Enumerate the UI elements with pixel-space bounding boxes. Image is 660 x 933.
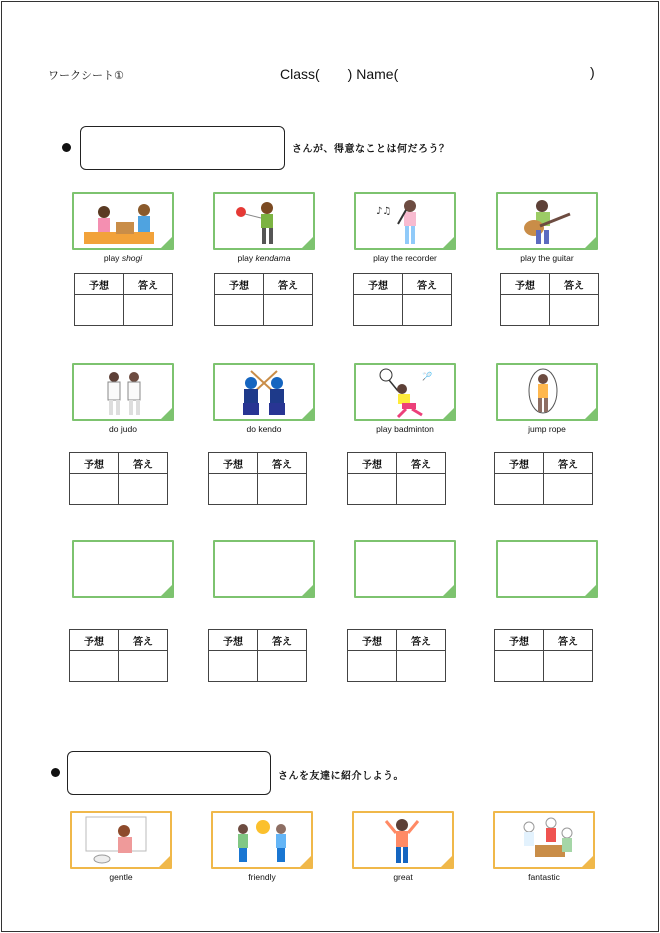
card-kendo [213, 363, 315, 421]
answer-table [353, 273, 452, 326]
guess-header: 予想 [501, 274, 550, 295]
blank-card[interactable] [354, 540, 456, 598]
card-fantastic [493, 811, 595, 869]
fantastic-icon [495, 813, 595, 869]
svg-text:♪♫: ♪♫ [376, 206, 392, 217]
guess-cell[interactable] [209, 474, 258, 505]
name-input-box-2[interactable] [67, 751, 271, 795]
kendo-icon [215, 365, 315, 421]
answer-table [494, 629, 593, 682]
worksheet-title: ワークシート① [48, 69, 124, 82]
guess-cell[interactable] [70, 474, 119, 505]
guess-cell[interactable] [215, 295, 264, 326]
great-icon [354, 813, 454, 869]
card-gentle [70, 811, 172, 869]
answer-cell[interactable] [544, 474, 593, 505]
activity-label: jump rope [528, 424, 566, 434]
guess-header: 予想 [348, 453, 397, 474]
answer-cell[interactable] [397, 651, 446, 682]
gentle-icon [72, 813, 172, 869]
answer-header: 答え [397, 453, 446, 474]
guess-cell[interactable] [348, 651, 397, 682]
guess-header: 予想 [354, 274, 403, 295]
answer-table [214, 273, 313, 326]
blank-card[interactable] [496, 540, 598, 598]
svg-text:🏸: 🏸 [422, 372, 432, 381]
badminton-icon [356, 365, 456, 421]
section1-prompt: さんが、得意なことは何だろう？ [292, 144, 450, 155]
card-guitar [496, 192, 598, 250]
adjective-label: friendly [248, 872, 276, 882]
activity-label: play kendama [237, 253, 291, 263]
shogi-icon [74, 194, 174, 250]
bullet-icon [62, 143, 71, 152]
guess-cell[interactable] [495, 651, 544, 682]
card-great [352, 811, 454, 869]
class-name-line: Class( ) Name( [280, 66, 399, 82]
guess-cell[interactable] [209, 651, 258, 682]
answer-cell[interactable] [119, 474, 168, 505]
guess-header: 予想 [209, 453, 258, 474]
answer-table [494, 452, 593, 505]
card-recorder [354, 192, 456, 250]
answer-cell[interactable] [403, 295, 452, 326]
guitar-icon [498, 194, 598, 250]
section2-prompt: さんを友達に紹介しよう。 [278, 771, 404, 782]
answer-table [69, 629, 168, 682]
answer-cell[interactable] [119, 651, 168, 682]
answer-table [347, 452, 446, 505]
answer-table [208, 452, 307, 505]
activity-label: do kendo [246, 424, 282, 434]
answer-header: 答え [403, 274, 452, 295]
adjective-label: fantastic [528, 872, 560, 882]
card-shogi [72, 192, 174, 250]
bullet-icon [51, 768, 60, 777]
activity-label: do judo [109, 424, 137, 434]
judo-icon [74, 365, 174, 421]
answer-cell[interactable] [258, 474, 307, 505]
guess-cell[interactable] [501, 295, 550, 326]
answer-header: 答え [119, 453, 168, 474]
answer-header: 答え [264, 274, 313, 295]
answer-header: 答え [124, 274, 173, 295]
name-close-paren: ) [590, 64, 595, 80]
adjective-label: great [393, 872, 413, 882]
card-jump-rope [496, 363, 598, 421]
answer-cell[interactable] [264, 295, 313, 326]
guess-header: 予想 [495, 453, 544, 474]
guess-header: 予想 [348, 630, 397, 651]
answer-table [347, 629, 446, 682]
friendly-icon [213, 813, 313, 869]
answer-header: 答え [544, 630, 593, 651]
card-friendly [211, 811, 313, 869]
activity-label: play badminton [376, 424, 434, 434]
guess-cell[interactable] [354, 295, 403, 326]
adjective-label: gentle [109, 872, 133, 882]
answer-table [74, 273, 173, 326]
answer-header: 答え [258, 630, 307, 651]
activity-label: play the recorder [373, 253, 437, 263]
answer-cell[interactable] [397, 474, 446, 505]
answer-table [500, 273, 599, 326]
card-judo [72, 363, 174, 421]
activity-label: play shogi [103, 253, 143, 263]
name-input-box-1[interactable] [80, 126, 285, 170]
answer-cell[interactable] [544, 651, 593, 682]
answer-header: 答え [397, 630, 446, 651]
blank-card[interactable] [72, 540, 174, 598]
guess-header: 予想 [70, 630, 119, 651]
answer-table [208, 629, 307, 682]
answer-cell[interactable] [258, 651, 307, 682]
jump-rope-icon [498, 365, 598, 421]
kendama-icon [215, 194, 315, 250]
guess-header: 予想 [495, 630, 544, 651]
blank-card[interactable] [213, 540, 315, 598]
recorder-icon [356, 194, 456, 250]
answer-header: 答え [258, 453, 307, 474]
answer-cell[interactable] [124, 295, 173, 326]
card-kendama [213, 192, 315, 250]
answer-header: 答え [550, 274, 599, 295]
guess-header: 予想 [70, 453, 119, 474]
guess-cell[interactable] [348, 474, 397, 505]
answer-cell[interactable] [550, 295, 599, 326]
activity-label: play the guitar [520, 253, 574, 263]
guess-cell[interactable] [75, 295, 124, 326]
guess-header: 予想 [209, 630, 258, 651]
answer-table [69, 452, 168, 505]
answer-header: 答え [119, 630, 168, 651]
card-badminton [354, 363, 456, 421]
guess-header: 予想 [75, 274, 124, 295]
guess-cell[interactable] [70, 651, 119, 682]
answer-header: 答え [544, 453, 593, 474]
guess-header: 予想 [215, 274, 264, 295]
guess-cell[interactable] [495, 474, 544, 505]
